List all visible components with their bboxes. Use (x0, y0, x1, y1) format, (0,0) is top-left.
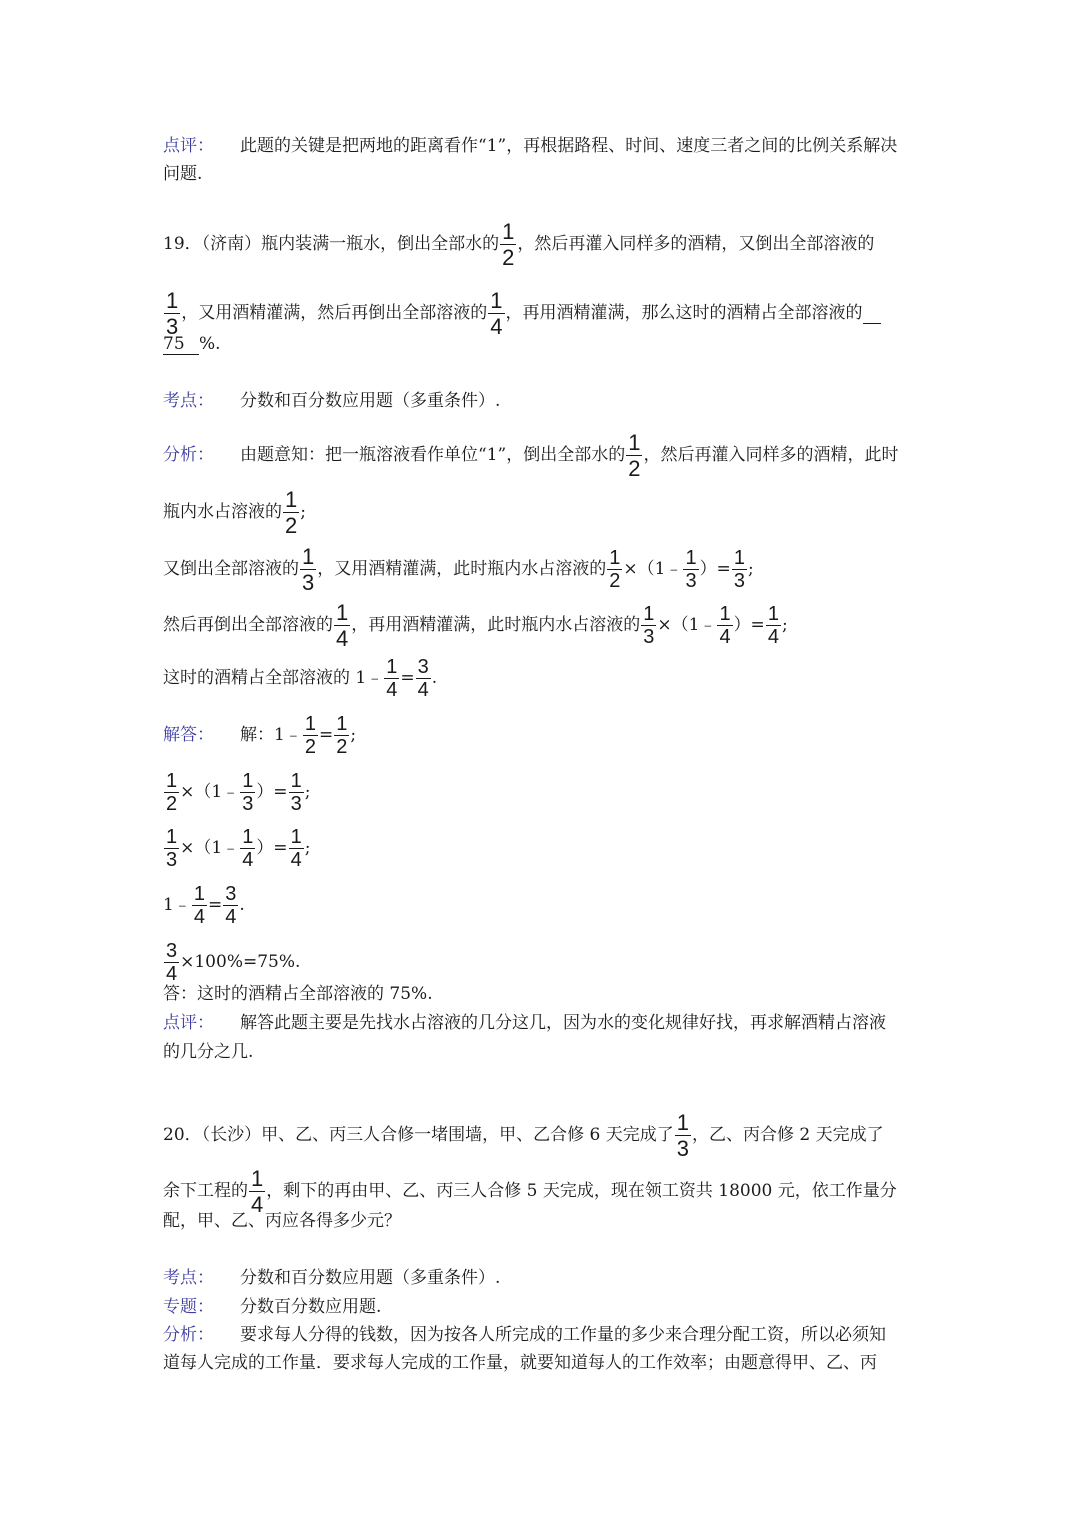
math-op: = (400, 668, 415, 688)
q18-review-line-2: 问题. (163, 164, 203, 184)
denominator: 2 (609, 570, 621, 592)
q19-solution-line-2 (163, 770, 310, 815)
numerator: 1 (609, 547, 621, 569)
q19-text-b: ，然后再灌入同样多的酒精，又倒出全部溶液的 (517, 234, 875, 254)
review-text: 解答此题主要是先找水占溶液的几分这几，因为水的变化规律好找，再求解酒精占溶液 (240, 1013, 886, 1033)
q19-analysis-line-3 (163, 544, 754, 595)
numerator: 1 (242, 826, 254, 848)
numerator: 1 (166, 826, 178, 848)
denominator: 4 (242, 849, 254, 871)
fraction (240, 826, 255, 871)
q20-text: ，剩下的再由甲、乙、丙三人合修 5 天完成，现在领工资共 18000 元，依工作量分 (266, 1181, 897, 1201)
denominator: 3 (166, 849, 178, 871)
fraction (164, 770, 179, 815)
numerator: 1 (166, 288, 179, 313)
q19-analysis-line-1 (163, 430, 898, 481)
denominator: 3 (643, 626, 655, 648)
denominator: 4 (490, 314, 503, 339)
q20-analysis-line-1 (163, 1325, 886, 1345)
numerator: 1 (242, 770, 254, 792)
fraction (289, 770, 304, 815)
analysis-text: 瓶内水占溶液的 (163, 502, 282, 522)
fraction (164, 826, 179, 871)
fraction (607, 547, 622, 592)
q19-review-line-2: 的几分之几. (163, 1042, 254, 1062)
denominator: 4 (767, 626, 779, 648)
punct: ; (781, 615, 788, 635)
fraction (626, 430, 642, 481)
denominator: 2 (336, 736, 348, 758)
numerator: 1 (685, 547, 697, 569)
fraction (283, 487, 299, 538)
q20-analysis-line-2: 道每人完成的工作量．要求每人完成的工作量，就要知道每人的工作效率；由题意得甲、乙、丙 (163, 1353, 877, 1373)
punct: ; (304, 838, 311, 858)
denominator: 2 (502, 245, 515, 270)
math-op: ×（1﹣ (623, 559, 683, 579)
denominator: 4 (386, 679, 398, 701)
q18-review-label: 点评： (163, 136, 214, 156)
q20-point-label: 考点： (163, 1268, 214, 1288)
math-op: ）= (733, 615, 765, 635)
numerator: 1 (166, 770, 178, 792)
q18-review-line-1 (163, 136, 897, 156)
denominator: 4 (225, 906, 237, 928)
q19-analysis-line-4 (163, 600, 788, 651)
q20-line-1 (163, 1110, 884, 1161)
punct: ; (304, 782, 311, 802)
fraction (384, 656, 399, 701)
fraction (334, 600, 350, 651)
denominator: 4 (719, 626, 731, 648)
punct: ; (747, 559, 754, 579)
q20-text: 20．（长沙）甲、乙、丙三人合修一堵围墙，甲、乙合修 6 天完成了 (163, 1125, 674, 1145)
fraction (300, 544, 316, 595)
q19-analysis-line-5 (163, 656, 437, 701)
analysis-text: 又倒出全部溶液的 (163, 559, 299, 579)
denominator: 3 (166, 314, 179, 339)
numerator: 1 (193, 883, 205, 905)
solution-text: 解：1﹣ (240, 725, 302, 745)
denominator: 4 (251, 1192, 264, 1217)
fraction (717, 603, 732, 648)
numerator: 1 (285, 487, 298, 512)
numerator: 3 (225, 883, 237, 905)
denominator: 4 (166, 963, 178, 985)
numerator: 1 (733, 547, 745, 569)
q20-text: ，乙、丙合修 2 天完成了 (692, 1125, 884, 1145)
math-op: ×（1﹣ (657, 615, 717, 635)
denominator: 3 (302, 570, 315, 595)
denominator: 3 (290, 793, 302, 815)
numerator: 1 (643, 603, 655, 625)
denominator: 2 (628, 456, 641, 481)
fraction (192, 883, 207, 928)
q19-point-text: 分数和百分数应用题（多重条件）. (240, 391, 501, 411)
denominator: 4 (290, 849, 302, 871)
math-op: ）= (699, 559, 731, 579)
punct: ; (350, 725, 357, 745)
numerator: 1 (290, 826, 302, 848)
analysis-text: ，又用酒精灌满，此时瓶内水占溶液的 (317, 559, 607, 579)
analysis-text: 这时的酒精占全部溶液的 1﹣ (163, 668, 384, 688)
fraction (164, 940, 179, 985)
math-op: ）= (256, 838, 288, 858)
q19-solution-line-4 (163, 883, 245, 928)
fraction (249, 1166, 265, 1217)
denominator: 4 (417, 679, 429, 701)
q20-topic-text: 分数百分数应用题. (240, 1297, 382, 1317)
q20-topic (163, 1297, 381, 1317)
answer-blank: 75 (163, 334, 199, 355)
q19-line-1 (163, 219, 874, 270)
punct: . (431, 668, 438, 688)
fraction (675, 1110, 691, 1161)
fraction (334, 713, 349, 758)
fraction (164, 288, 180, 339)
fraction (223, 883, 238, 928)
fraction (641, 603, 656, 648)
q19-text-a: 19．（济南）瓶内装满一瓶水，倒出全部水的 (163, 234, 500, 254)
fraction (289, 826, 304, 871)
numerator: 3 (166, 940, 178, 962)
q20-line-2 (163, 1166, 897, 1217)
numerator: 1 (336, 713, 348, 735)
answer-blank-tail (863, 303, 881, 324)
q19-text-c: ，又用酒精灌满，然后再倒出全部溶液的 (181, 303, 488, 323)
fraction (732, 547, 747, 592)
q20-text: 余下工程的 (163, 1181, 248, 1201)
q19-line-2 (163, 288, 881, 339)
numerator: 1 (251, 1166, 264, 1191)
solution-percent: ×100%=75%. (180, 952, 301, 972)
q20-line-3: 配，甲、乙、丙应各得多少元？ (163, 1211, 401, 1231)
q19-solution-line-5 (163, 940, 300, 985)
denominator: 4 (193, 906, 205, 928)
numerator: 1 (336, 600, 349, 625)
numerator: 1 (628, 430, 641, 455)
q20-point-text: 分数和百分数应用题（多重条件）. (240, 1268, 501, 1288)
q20-topic-label: 专题： (163, 1297, 214, 1317)
numerator: 1 (290, 770, 302, 792)
math-op: = (207, 895, 223, 915)
numerator: 1 (719, 603, 731, 625)
q19-review-label: 点评： (163, 1013, 214, 1033)
math-op: ×（1﹣ (180, 838, 240, 858)
q19-answer: 答：这时的酒精占全部溶液的 75%. (163, 984, 433, 1004)
denominator: 2 (166, 793, 178, 815)
fraction (416, 656, 431, 701)
punct: . (239, 895, 245, 915)
q18-review-text: 此题的关键是把两地的距离看作“1”，再根据路程、时间、速度三者之间的比例关系解决 (240, 136, 898, 156)
analysis-text: ，再用酒精灌满，此时瓶内水占溶液的 (351, 615, 641, 635)
numerator: 1 (502, 219, 515, 244)
fraction (500, 219, 516, 270)
fraction (240, 770, 255, 815)
denominator: 3 (676, 1136, 690, 1161)
q19-review-line-1 (163, 1013, 886, 1033)
numerator: 1 (304, 713, 316, 735)
q19-solution-label: 解答： (163, 725, 214, 745)
analysis-text: 由题意知：把一瓶溶液看作单位“1”，倒出全部水的 (240, 445, 626, 465)
fraction (303, 713, 318, 758)
fraction (488, 288, 504, 339)
math-op: = (318, 725, 334, 745)
q19-line-3 (163, 334, 221, 355)
math-op: ×（1﹣ (180, 782, 240, 802)
q19-analysis-label: 分析： (163, 445, 214, 465)
q19-solution-line-3 (163, 826, 310, 871)
q19-percent: %. (199, 334, 221, 354)
fraction (766, 603, 781, 648)
denominator: 3 (685, 570, 697, 592)
numerator: 1 (676, 1110, 690, 1135)
numerator: 1 (302, 544, 315, 569)
q20-analysis-text: 要求每人分得的钱数，因为按各人所完成的工作量的多少来合理分配工资，所以必须知 (240, 1325, 886, 1345)
q20-analysis-label: 分析： (163, 1325, 214, 1345)
denominator: 3 (242, 793, 254, 815)
punct: ; (300, 502, 306, 522)
analysis-text: 然后再倒出全部溶液的 (163, 615, 333, 635)
denominator: 2 (285, 513, 298, 538)
numerator: 3 (417, 656, 429, 678)
math-op: 1﹣ (163, 895, 191, 915)
q19-solution-line-1 (163, 713, 356, 758)
q19-point-label: 考点： (163, 391, 214, 411)
numerator: 1 (386, 656, 398, 678)
numerator: 1 (490, 288, 503, 313)
q19-text-d: ，再用酒精灌满，那么这时的酒精占全部溶液的 (505, 303, 863, 323)
denominator: 3 (733, 570, 745, 592)
q19-analysis-line-2 (163, 487, 306, 538)
denominator: 4 (336, 626, 349, 651)
denominator: 2 (304, 736, 316, 758)
analysis-text: ，然后再灌入同样多的酒精，此时 (643, 445, 899, 465)
numerator: 1 (767, 603, 779, 625)
q20-point (163, 1268, 500, 1288)
math-op: ）= (256, 782, 288, 802)
fraction (683, 547, 698, 592)
q19-point (163, 391, 500, 411)
